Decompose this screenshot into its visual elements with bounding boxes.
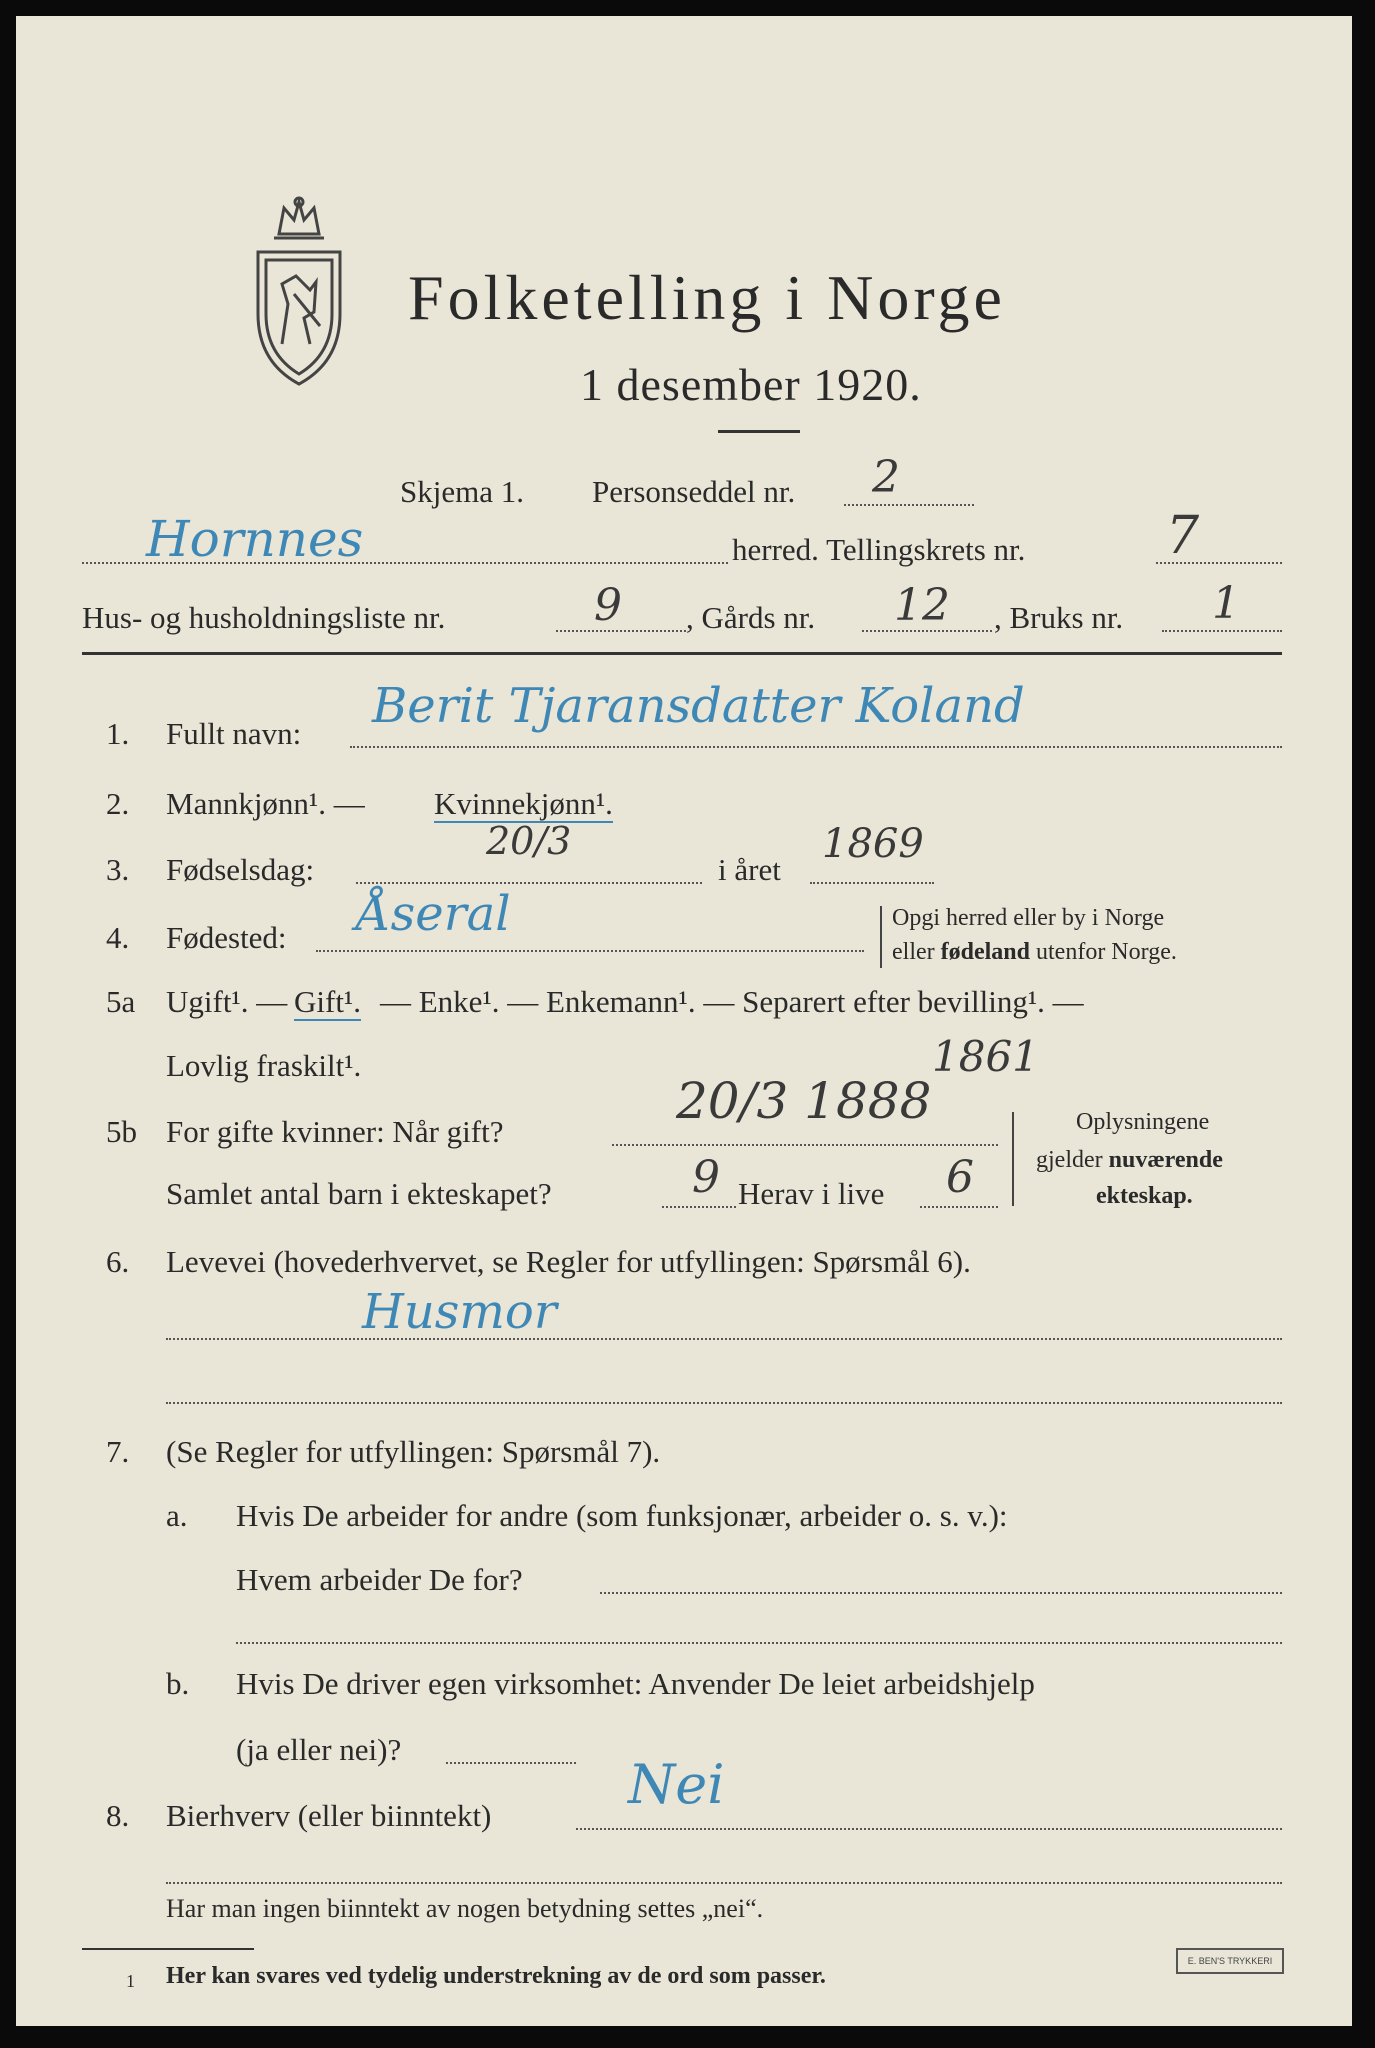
q5b-label2: Samlet antal barn i ekteskapet? (166, 1176, 552, 1211)
personseddel-value: 2 (872, 452, 900, 503)
q5b-note-line3 (1096, 1184, 1193, 1208)
gards-label: , Gårds nr. (686, 600, 816, 635)
q8-label: Bierhverv (eller biinntekt) (166, 1798, 492, 1833)
q3-aaret-label: i året (718, 852, 781, 887)
form-title: Folketelling i Norge (408, 262, 1006, 333)
q7-number: 7. (106, 1434, 130, 1469)
q5b-children-field-line[interactable] (662, 1206, 736, 1208)
q4-field-line[interactable] (316, 950, 864, 952)
q7a-text: Hvis De arbeider for andre (som funksjonær, arbeider o. s. v.): (236, 1498, 1008, 1533)
q5b-note-line2-b: nuværende (1108, 1147, 1223, 1173)
personseddel-label: Personseddel nr. (592, 474, 796, 509)
q6-occupation-value: Husmor (362, 1284, 557, 1340)
title-divider (718, 430, 800, 433)
q5b-label3: Herav i live (738, 1176, 885, 1211)
q5a-ugift: Ugift¹. — (166, 984, 288, 1019)
q2-number: 2. (106, 786, 130, 821)
q7b-question: (ja eller nei)? (236, 1732, 402, 1767)
q5b-note-line2 (1036, 1148, 1223, 1172)
bruks-label: , Bruks nr. (994, 600, 1124, 635)
q8-side-income-value: Nei (628, 1753, 725, 1816)
q5b-married-date-value: 20/3 1888 (676, 1072, 932, 1130)
herred-field-line[interactable] (82, 562, 728, 564)
q5b-children-value: 9 (692, 1152, 720, 1203)
q4-note-brace (880, 906, 882, 968)
q2-kvinnekjonn[interactable]: Kvinnekjønn¹. (434, 786, 613, 821)
q7-label: (Se Regler for utfyllingen: Spørsmål 7). (166, 1434, 661, 1469)
form-date: 1 desember 1920. (580, 359, 922, 410)
q8-number: 8. (106, 1798, 130, 1833)
q7b-text: Hvis De driver egen virksomhet: Anvender De leiet arbeidshjelp (236, 1666, 1035, 1701)
q1-number: 1. (106, 716, 130, 751)
q5b-number: 5b (106, 1114, 137, 1149)
q3-day-field-line[interactable] (356, 882, 702, 884)
q7b-field-line[interactable] (446, 1762, 576, 1764)
q6-label: Levevei (hovederhvervet, se Regler for utfyllingen: Spørsmål 6). (166, 1244, 971, 1279)
q4-note-line1: Opgi herred eller by i Norge (892, 905, 1165, 931)
norwegian-coat-of-arms-icon (244, 194, 354, 394)
q4-label: Fødested: (166, 920, 287, 955)
q5a-number: 5a (106, 984, 136, 1019)
q1-label: Fullt navn: (166, 716, 302, 751)
census-form-page (16, 16, 1352, 2026)
q5b-note-line3-b: ekteskap. (1096, 1183, 1193, 1209)
herred-value: Hornnes (146, 510, 364, 568)
herred-label: herred. Tellingskrets nr. (732, 532, 1026, 567)
q5b-note-line2-a: gjelder (1036, 1147, 1109, 1173)
q4-note-line2-a: eller (892, 939, 941, 965)
q5b-note-line1: Oplysningene (1076, 1109, 1210, 1135)
q5b-married-date-extra: 1861 (932, 1032, 1039, 1081)
q5b-alive-value: 6 (946, 1152, 974, 1203)
q7a-question: Hvem arbeider De for? (236, 1562, 523, 1597)
footer-note: Har man ingen biinntekt av nogen betydning settes „nei“. (166, 1894, 764, 1923)
q1-field-line[interactable] (350, 746, 1282, 748)
q2-mannkjonn: Mannkjønn¹. — (166, 786, 365, 821)
q6-number: 6. (106, 1244, 130, 1279)
hus-value: 9 (594, 580, 622, 631)
personseddel-field-line[interactable] (844, 504, 974, 506)
q5b-alive-field-line[interactable] (920, 1206, 998, 1208)
q7a-letter: a. (166, 1498, 188, 1533)
q4-note-line2 (892, 940, 1177, 964)
q3-year-value: 1869 (822, 821, 924, 867)
q4-birthplace-value: Åseral (356, 886, 511, 942)
q4-note-line2-b: fødeland (940, 939, 1030, 965)
q5a-line2: Lovlig fraskilt¹. (166, 1048, 362, 1083)
header-divider (82, 652, 1282, 655)
q8-field-line[interactable] (576, 1828, 1282, 1830)
gards-value: 12 (894, 580, 950, 631)
bruks-field-line[interactable] (1162, 630, 1282, 632)
q7b-letter: b. (166, 1666, 190, 1701)
footnote-mark: 1 (126, 1971, 135, 1991)
q6-field-line-2[interactable] (166, 1402, 1282, 1404)
q5a-gift[interactable]: Gift¹. (294, 984, 361, 1019)
q7a-field-line-2[interactable] (236, 1642, 1282, 1644)
q8-field-line-2[interactable] (166, 1882, 1282, 1884)
hus-label: Hus- og husholdningsliste nr. (82, 600, 446, 635)
q5b-note-brace (1012, 1112, 1014, 1206)
q6-field-line-1[interactable] (166, 1338, 1282, 1340)
footnote-divider (82, 1948, 254, 1950)
bruks-value: 1 (1212, 578, 1240, 629)
q3-birthday-value: 20/3 (486, 819, 572, 863)
q3-year-field-line[interactable] (810, 882, 934, 884)
footnote-text: Her kan svares ved tydelig understrekning av de ord som passer. (166, 1963, 826, 1989)
q1-full-name-value: Berit Tjaransdatter Koland (372, 678, 1025, 734)
q3-number: 3. (106, 852, 130, 887)
q5b-married-field-line[interactable] (612, 1144, 998, 1146)
q7a-field-line-1[interactable] (600, 1592, 1282, 1594)
printer-stamp (1176, 1948, 1284, 1974)
q3-label: Fødselsdag: (166, 852, 315, 887)
q4-note-line2-c: utenfor Norge. (1030, 939, 1177, 965)
q4-number: 4. (106, 920, 130, 955)
tellingskrets-value: 7 (1166, 506, 1200, 566)
printer-stamp-text: E. BEN'S TRYKKERI (1187, 1956, 1273, 1966)
skjema-label: Skjema 1. (400, 474, 524, 509)
q5b-label1: For gifte kvinner: Når gift? (166, 1114, 504, 1149)
q5a-rest: — Enke¹. — Enkemann¹. — Separert efter bevilling¹. — (380, 984, 1084, 1019)
